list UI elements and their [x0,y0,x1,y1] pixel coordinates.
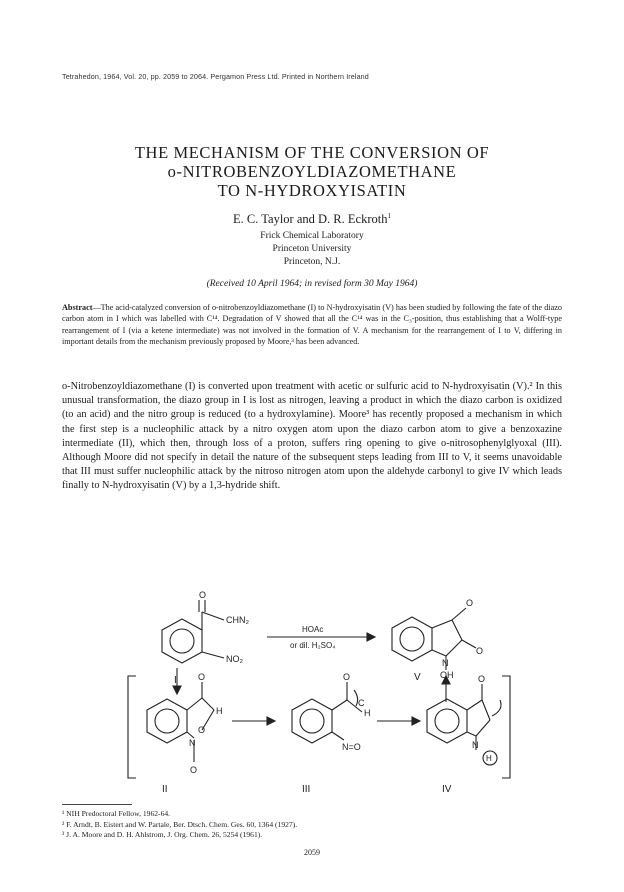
body-paragraph: o-Nitrobenzoyldiazomethane (I) is converted upon treatment with acetic or sulfuric acid to N-hydroxyisatin (V).² In this unusual transformation, the diazo group in I is lost as nitrogen, leaving a product in which the diazo carbon is oxidized (to an acid) and the nitro group is reduced (to a hydroxylamine). Moore³ has recently proposed a mechanism in which the first step is a nucleophilic attack by a nitro oxygen atom upon the diazo carbon atom to give a benzoxazine intermediate (II), which then, through loss of a proton, suffers ring opening to give o-nitrosophenylglyoxal (III). Although Moore did not specify in detail the nature of the subsequent steps leading from III to V, it seems unavoidable that III must suffer nucleophilic attack by the nitroso nitrogen atom upon the aldehyde carbonyl to give IV which leads finally to N-hydroxyisatin (V) by a 1,3-hydride shift. [62,381,562,492]
scheme-O-V-1: O [466,598,474,608]
scheme-H-III: H [364,708,371,718]
author-names: E. C. Taylor and D. R. Eckroth [233,212,388,227]
footnote-1: ¹ NIH Predoctoral Fellow, 1962-64. [62,809,171,818]
scheme-H-II: H [216,706,223,716]
scheme-no2: NO₂ [226,654,243,664]
scheme-O-V-2: O [476,646,484,656]
title-line-1: THE MECHANISM OF THE CONVERSION OF [134,143,490,162]
footnote-divider [62,804,132,805]
reaction-scheme [62,590,562,800]
abstract [62,302,562,347]
abstract-label: Abstract [62,303,93,312]
aromatic-circle-I [170,629,194,653]
title-line-2: o-NITROBENZOYLDIAZOMETHANE [167,162,457,181]
scheme-OH: OH [440,670,454,680]
reagent-bottom: or dil. H₂SO₄ [290,641,336,650]
page-number: 2059 [304,848,320,857]
journal-header: Tetrahedon, 1964, Vol. 20, pp. 2059 to 2064. Pergamon Press Ltd. Printed in Northern Ireland [62,72,369,81]
affiliation-line-1: Frick Chemical Laboratory [260,231,364,241]
abstract-text: —The acid-catalyzed conversion of o-nitrobenzoyldiazomethane (I) to N-hydroxyisatin (V) has been studied by following the fate of the diazo carbon atom in I which was labelled with C¹⁴. Degradation of V showed that all the C¹⁴ was in the C₃-position, thus establishing that a Wolff-type rearrangement of I (via a ketene intermediate) was not involved in the formation of V. A mechanism for the rearrangement of I to V, differing in important details from the mechanism previously proposed by Moore,³ has been advanced. [62,303,562,346]
benzene-ring-I [162,619,202,663]
scheme-N-II: N [189,738,196,748]
scheme-N-V: N [442,658,449,668]
scheme-chn2: CHN₂ [226,615,249,625]
label-IV: IV [442,784,452,795]
author-footnote-marker: 1 [387,212,391,220]
scheme-H-IV: H [486,754,492,763]
label-II: II [162,784,168,795]
scheme-NO-III: N=O [342,742,361,752]
scheme-N-IV: N [472,740,479,750]
scheme-O-II-2: O [198,725,206,735]
scheme-O-II-3: O [190,765,198,775]
label-V: V [414,672,421,683]
benzene-ring-II [147,699,187,743]
label-I: I [174,675,177,686]
scheme-O-II-1: O [198,672,206,682]
reagent-top: HOAc [302,625,324,634]
received-dates: (Received 10 April 1964; in revised form 30 May 1964) [206,279,418,289]
benzene-ring-V [392,617,432,661]
reaction-scheme-figure [62,590,562,800]
label-III: III [302,784,311,795]
benzene-ring-III [292,699,332,743]
affiliation-line-3: Princeton, N.J. [283,257,341,267]
authors [60,212,564,227]
scheme-O-I: O [199,590,207,600]
footnote-2: ² F. Arndt, B. Eistert and W. Partale, Ber. Dtsch. Chem. Ges. 60, 1364 (1927). [62,819,298,829]
benzene-ring-IV [427,699,467,743]
scheme-C-III: C [358,698,365,708]
scheme-O-IV-1: O [478,674,486,684]
footnotes [62,809,562,841]
affiliation-line-2: Princeton University [272,244,352,254]
scheme-O-III-1: O [343,672,351,682]
footnote-3: ³ J. A. Moore and D. H. Ahlstrom, J. Org. Chem. 26, 5254 (1961). [62,830,263,840]
title-line-3: TO N-HYDROXYISATIN [217,181,407,200]
